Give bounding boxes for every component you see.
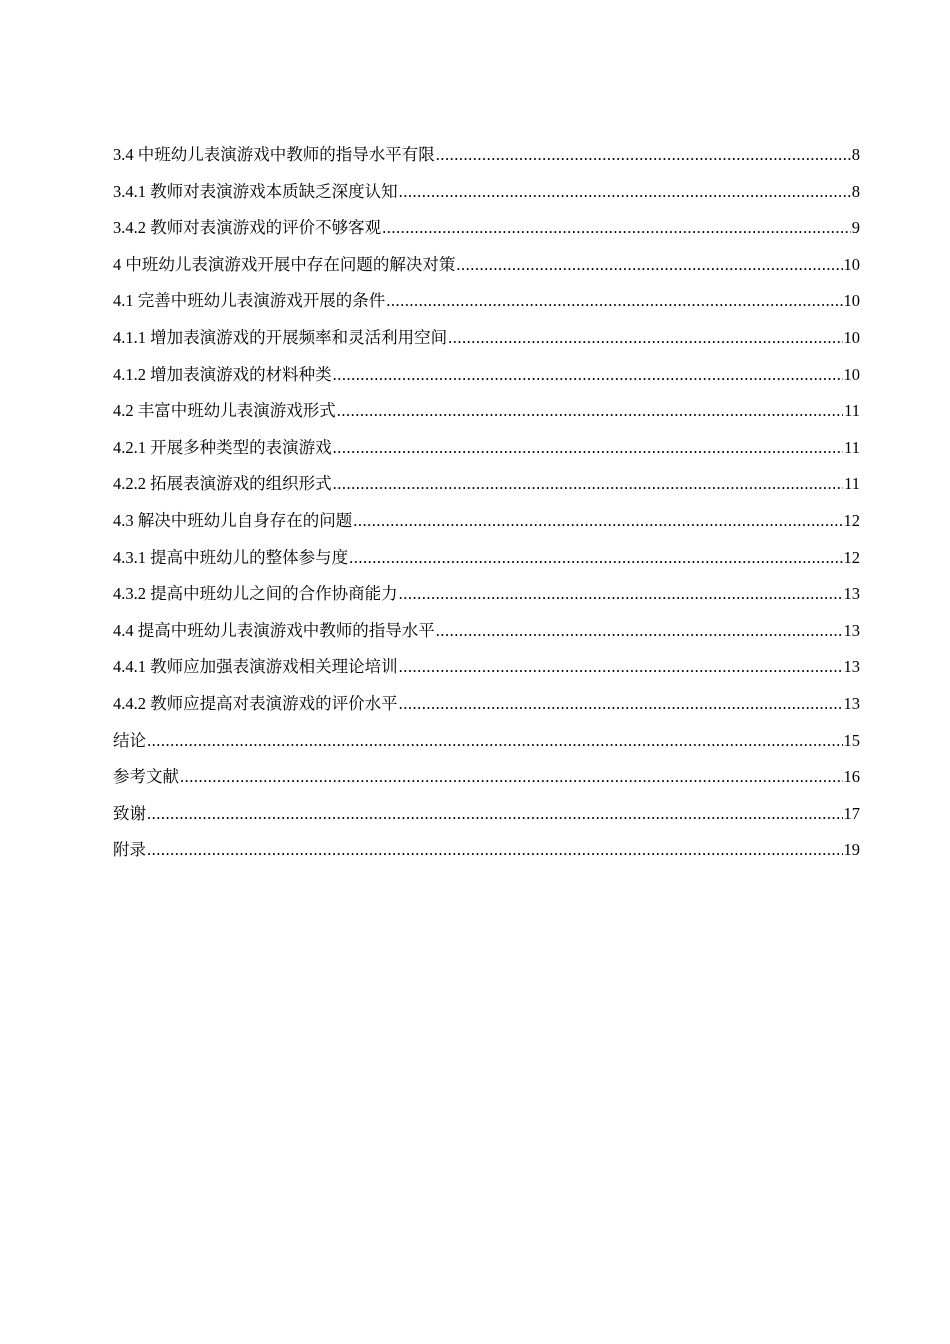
toc-entry[interactable]	[113, 653, 860, 690]
toc-entry-title: 4.1.2 增加表演游戏的材料种类	[113, 364, 332, 384]
toc-entry-title: 4.2.1 开展多种类型的表演游戏	[113, 437, 332, 457]
toc-entry-title: 4.3.1 提高中班幼儿的整体参与度	[113, 547, 349, 567]
toc-entry-page-number: 13	[843, 693, 860, 713]
dot-leader	[399, 584, 843, 604]
toc-entry-title: 3.4.1 教师对表演游戏本质缺乏深度认知	[113, 181, 398, 201]
toc-entry-title: 参考文献	[113, 767, 179, 787]
toc-entry[interactable]	[113, 470, 860, 507]
toc-entry[interactable]	[113, 836, 860, 873]
toc-entry-page-number: 12	[843, 547, 860, 567]
toc-entry[interactable]	[113, 434, 860, 471]
toc-entry-page-number: 13	[843, 657, 860, 677]
toc-entry[interactable]	[113, 690, 860, 727]
toc-entry-title: 4.4.1 教师应加强表演游戏相关理论培训	[113, 657, 398, 677]
toc-entry-title: 4.2 丰富中班幼儿表演游戏形式	[113, 401, 336, 421]
dot-leader	[147, 731, 843, 751]
toc-entry-title: 3.4.2 教师对表演游戏的评价不够客观	[113, 218, 382, 238]
toc-entry-title: 4.3 解决中班幼儿自身存在的问题	[113, 510, 353, 530]
toc-entry[interactable]	[113, 214, 860, 251]
toc-entry-title: 3.4 中班幼儿表演游戏中教师的指导水平有限	[113, 145, 435, 164]
toc-entry-page-number: 15	[843, 730, 860, 750]
toc-entry-page-number: 9	[851, 218, 860, 238]
toc-entry[interactable]	[113, 287, 860, 324]
toc-entry[interactable]	[113, 763, 860, 800]
toc-entry[interactable]	[113, 544, 860, 581]
toc-entry[interactable]	[113, 361, 860, 398]
dot-leader	[436, 145, 851, 165]
toc-entry[interactable]	[113, 580, 860, 617]
dot-leader	[399, 657, 843, 677]
toc-entry-page-number: 13	[843, 584, 860, 604]
dot-leader	[349, 548, 842, 568]
dot-leader	[147, 840, 843, 860]
toc-entry[interactable]	[113, 324, 860, 361]
toc-entry-title: 4.1 完善中班幼儿表演游戏开展的条件	[113, 291, 386, 311]
toc-entry-page-number: 10	[843, 364, 860, 384]
toc-entry-title: 附录	[113, 840, 146, 860]
toc-entry-title: 4.2.2 拓展表演游戏的组织形式	[113, 474, 332, 494]
toc-entry-page-number: 10	[843, 291, 860, 311]
toc-entry[interactable]	[113, 251, 860, 288]
table-of-contents	[113, 141, 860, 873]
toc-entry-page-number: 16	[843, 767, 860, 787]
toc-entry-page-number: 10	[843, 254, 860, 274]
toc-entry-page-number: 11	[844, 401, 860, 421]
dot-leader	[337, 401, 843, 421]
toc-entry[interactable]	[113, 617, 860, 654]
toc-entry-page-number: 19	[843, 840, 860, 860]
toc-entry-title: 致谢	[113, 803, 146, 823]
toc-entry-title: 4.1.1 增加表演游戏的开展频率和灵活利用空间	[113, 327, 448, 347]
toc-entry-page-number: 8	[851, 145, 860, 164]
dot-leader	[353, 511, 842, 531]
dot-leader	[386, 291, 842, 311]
toc-entry[interactable]	[113, 178, 860, 215]
dot-leader	[333, 365, 843, 385]
toc-entry[interactable]	[113, 397, 860, 434]
dot-leader	[333, 474, 843, 494]
toc-entry-page-number: 10	[843, 327, 860, 347]
toc-entry[interactable]	[113, 727, 860, 764]
toc-entry-page-number: 11	[844, 437, 860, 457]
toc-entry-page-number: 8	[851, 181, 860, 201]
dot-leader	[333, 438, 843, 458]
dot-leader	[399, 182, 851, 202]
dot-leader	[448, 328, 842, 348]
toc-entry-page-number: 11	[844, 474, 860, 494]
dot-leader	[180, 767, 843, 787]
dot-leader	[436, 621, 843, 641]
dot-leader	[399, 694, 843, 714]
toc-entry[interactable]	[113, 800, 860, 837]
toc-entry-page-number: 13	[843, 620, 860, 640]
toc-entry-title: 4.4.2 教师应提高对表演游戏的评价水平	[113, 693, 398, 713]
dot-leader	[456, 255, 842, 275]
toc-entry-page-number: 12	[843, 510, 860, 530]
toc-entry-page-number: 17	[843, 803, 860, 823]
toc-entry-title: 4 中班幼儿表演游戏开展中存在问题的解决对策	[113, 254, 456, 274]
toc-entry-title: 4.3.2 提高中班幼儿之间的合作协商能力	[113, 584, 398, 604]
toc-entry[interactable]	[113, 141, 860, 178]
toc-entry-title: 4.4 提高中班幼儿表演游戏中教师的指导水平	[113, 620, 435, 640]
dot-leader	[382, 218, 851, 238]
toc-entry-title: 结论	[113, 730, 146, 750]
toc-entry[interactable]	[113, 507, 860, 544]
dot-leader	[147, 804, 843, 824]
